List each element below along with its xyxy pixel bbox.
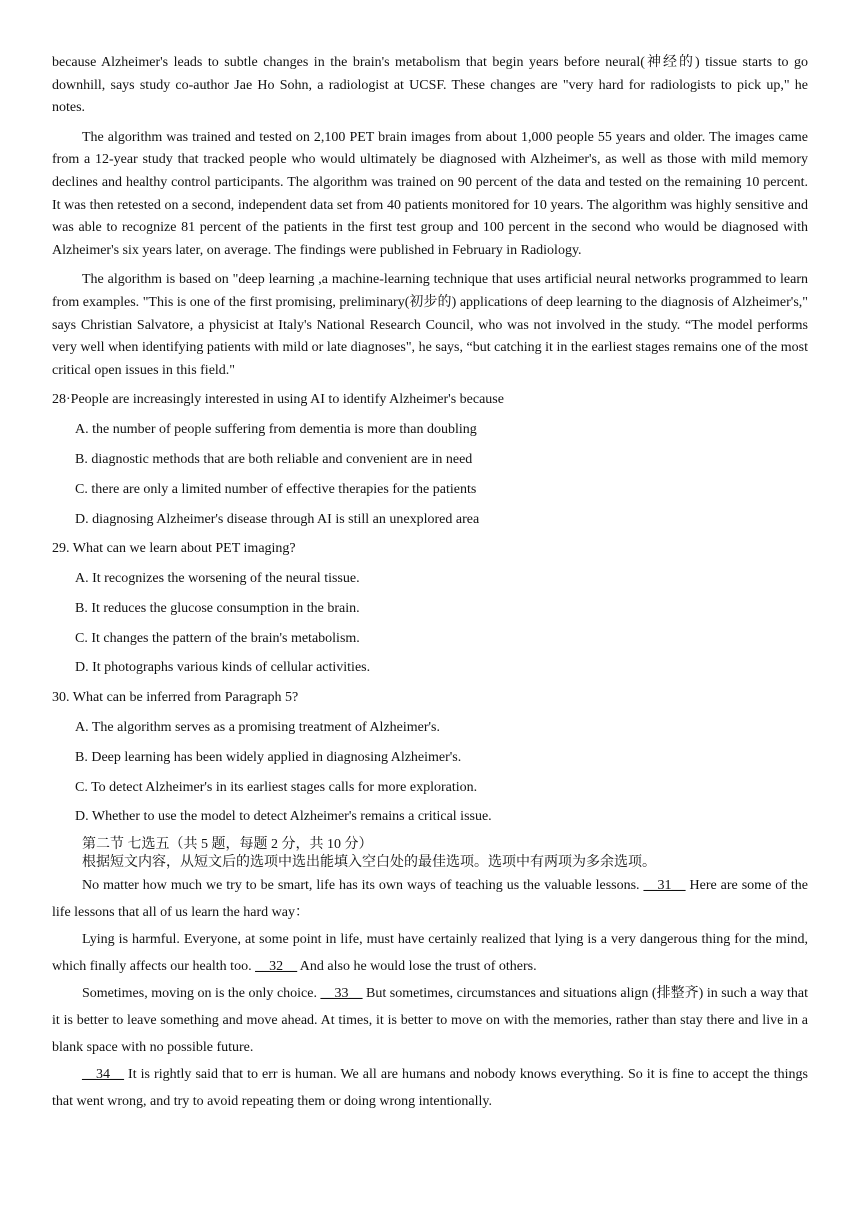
document-page [52, 52, 808, 1115]
option-a: A. The algorithm serves as a promising treatment of Alzheimer's. [75, 720, 441, 736]
question-stem: 30. What can be inferred from Paragraph 5? [52, 690, 299, 706]
article-paragraph-continued: because Alzheimer's leads to subtle changes in the brain's metabolism that begin years before neural(神经的) tissue starts to go downhill, says study co-author Jae Ho Sohn, a radiologist at UCSF. These changes are "very hard for radiologists to pick up," he notes. [52, 55, 808, 116]
cloze-paragraph-2 [52, 926, 808, 980]
option-b: B. diagnostic methods that are both reliable and convenient are in need [75, 451, 473, 467]
option-d: D. Whether to use the model to detect Alzheimer's remains a critical issue. [75, 809, 492, 825]
blank-33: __33__ [320, 986, 363, 1002]
question-30 [52, 687, 808, 828]
cloze-paragraph-3 [52, 980, 808, 1061]
article-paragraph-5: The algorithm is based on "deep learning ,a machine-learning technique that uses artificial neural networks programmed to learn from examples. "This is one of the first promising, preliminary(初步的) applications of deep learning to the diagnosis of Alzheimer's," says Christian Salvatore, a physicist at Italy's National Research Council, who was not involved in the study. “The model performs very well when identifying patients with mild or late diagnoses", he says, “but catching it in the earliest stages remains one of the most critical open issues in this field." [52, 272, 808, 378]
option-c: C. It changes the pattern of the brain's metabolism. [75, 630, 360, 646]
text: It is rightly said that to err is human. We all are humans and nobody knows everything. So it is fine to accept the things that went wrong, and try to avoid repeating them or doing wrong intentionally. [52, 1067, 808, 1110]
question-29 [52, 538, 808, 679]
question-28 [52, 389, 808, 530]
cloze-paragraph-1 [52, 872, 808, 926]
option-b: B. It reduces the glucose consumption in the brain. [75, 600, 360, 616]
blank-32: __32__ [255, 959, 298, 975]
question-stem: 29. What can we learn about PET imaging? [52, 541, 296, 557]
blank-34: __34__ [82, 1067, 124, 1083]
cloze-paragraph-4 [52, 1061, 808, 1115]
option-c: C. To detect Alzheimer's in its earliest stages calls for more exploration. [75, 779, 478, 795]
question-stem: 28·People are increasingly interested in using AI to identify Alzheimer's because [52, 392, 504, 408]
text: Lying is harmful. Everyone, at some point in life, must have certainly realized that lying is a very dangerous thing for the mind, which finally affects our health too. [52, 932, 808, 975]
option-a: A. It recognizes the worsening of the neural tissue. [75, 571, 360, 587]
text: Here are some of the life lessons that all of us learn the hard way： [52, 878, 808, 921]
option-c: C. there are only a limited number of effective therapies for the patients [75, 481, 477, 497]
option-d: D. It photographs various kinds of cellular activities. [75, 660, 371, 676]
blank-31: __31__ [643, 878, 686, 894]
article-paragraph-4: The algorithm was trained and tested on 2,100 PET brain images from about 1,000 people 55 years and older. The images came from a 12-year study that tracked people who would ultimately be diagnosed with Alzheimer's, as well as those with mild memory declines and healthy control participants. The algorithm was trained on 90 percent of the data and tested on the remaining 10 percent. It was then retested on a second, independent data set from 40 patients monitored for 10 years. The algorithm was highly sensitive and was able to recognize 81 percent of the patients in the first test group and 100 percent in the second who would be diagnosed with Alzheimer's six years later, on average. The findings were published in February in Radiology. [52, 129, 808, 258]
text: No matter how much we try to be smart, life has its own ways of teaching us the valuable lessons. [82, 878, 644, 894]
option-a: A. the number of people suffering from dementia is more than doubling [75, 422, 477, 438]
option-d: D. diagnosing Alzheimer's disease through AI is still an unexplored area [75, 511, 480, 527]
section-title: 第二节 七选五（共 5 题，每题 2 分，共 10 分） [82, 837, 373, 853]
text: Sometimes, moving on is the only choice. [82, 986, 321, 1002]
option-b: B. Deep learning has been widely applied in diagnosing Alzheimer's. [75, 749, 462, 765]
text: But sometimes, circumstances and situations align (排整齐) in such a way that it is better to leave something and move ahead. At times, it is better to move on with the memories, rather than stay there and live in a blank space with no possible future. [52, 986, 808, 1056]
section-instruction: 根据短文内容，从短文后的选项中选出能填入空白处的最佳选项。选项中有两项为多余选项。 [82, 855, 656, 871]
text: And also he would lose the trust of others. [297, 959, 537, 975]
